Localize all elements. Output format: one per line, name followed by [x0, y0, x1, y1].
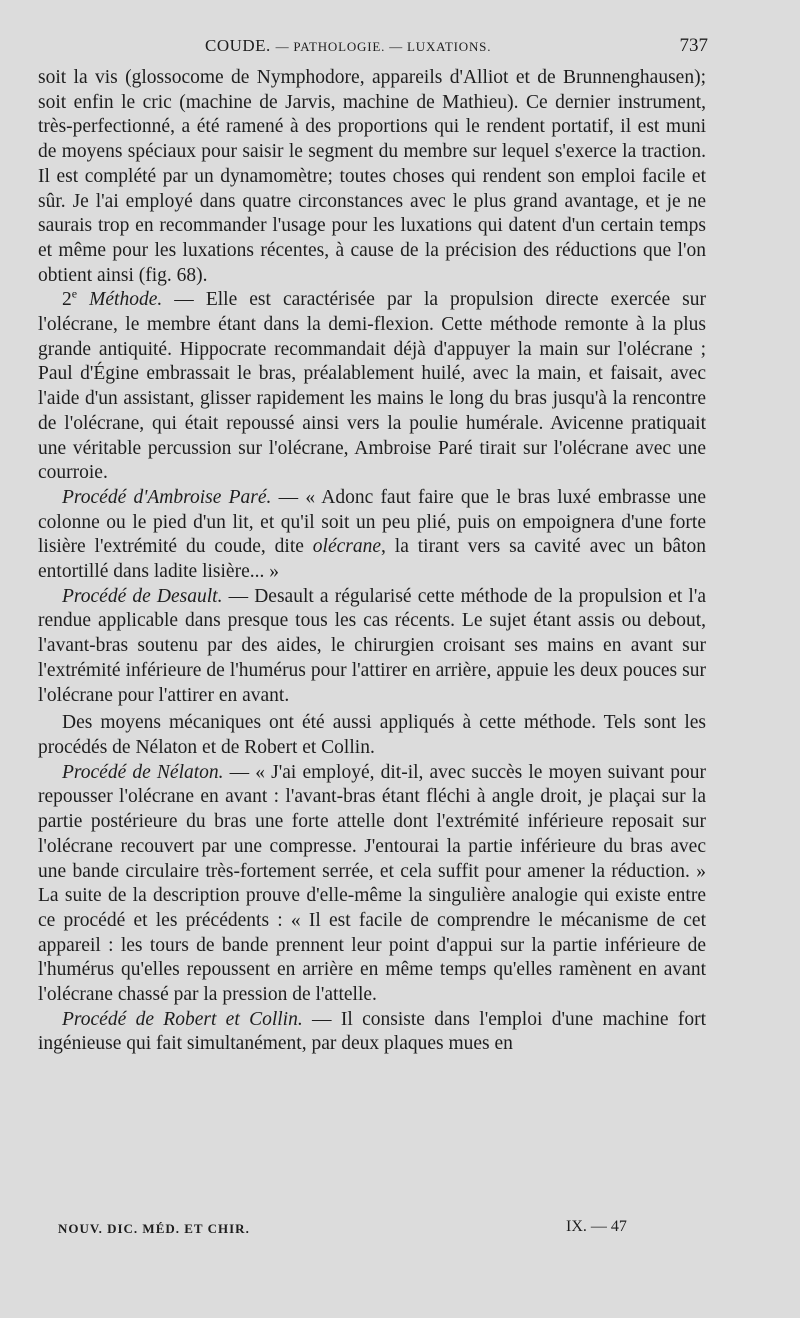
text-run — [77, 289, 89, 310]
italic-run: olécrane — [312, 536, 382, 558]
text-run: , la tirant vers sa cavité avec un bâton entortillé dans ladite lisière... » — [38, 536, 706, 583]
running-title-rest: — PATHOLOGIE. — LUXATIONS. — [275, 39, 492, 54]
text-run: Des moyens mécaniques ont été aussi appliqués à cette méthode. Tels sont les procédés de Nélaton et de Robert et Collin. — [38, 712, 706, 758]
text-run: — Desault a régularisé cette méthode de la propulsion et l'a rendue applicable dans presque tous les cas récents. Le sujet étant assis ou debout, l'avant-bras soutenu par des aides, le chirurgien croisant ses mains en avant sur l'extrémité inférieure de l'humérus pour l'attirer en arrière, appuie les deux pouces sur l'olécrane pour l'attirer en avant. — [38, 585, 706, 706]
footer-signature: IX. — 47 — [566, 1218, 627, 1235]
page-footer — [58, 1218, 678, 1240]
text-run: — « J'ai employé, dit-il, avec succès le moyen suivant pour repousser l'olécrane en avant : l'avant-bras étant fléchi à angle droit, je plaçai sur la partie postérieure du bras une forte attelle dont l'extrémité inférieure reposait sur l'olécrane recouvert par une compresse. J'entourai la partie inférieure du bras avec une bande circulaire très-fortement serrée, et cela suffit pour amener la réduction. » La suite de la description prouve d'elle-même la singulière analogie qui existe entre ce procédé et les précédents : « Il est facile de comprendre le mécanisme de cet appareil : les tours de bande prennent leur point d'appui sur la partie inférieure de l'humérus qu'elles repoussent en arrière en même temps qu'elles ramènent en avant l'olécrane chassé par la pression de l'attelle. — [38, 761, 706, 1006]
text-run: 2 — [62, 289, 72, 311]
italic-run: Procédé de Robert et Collin. — [62, 1008, 303, 1030]
text-run: — « Adonc faut faire que le bras luxé embrasse une colonne ou le pied d'un lit, et qu'il soit un peu plié, puis on empoignera d'une forte lisière l'extrémité du coude, dite — [38, 486, 706, 558]
paragraph — [38, 66, 706, 288]
paragraph — [38, 585, 706, 709]
body-text — [38, 66, 706, 1057]
running-title-main: COUDE. — [205, 36, 271, 55]
text-run: — Elle est caractérisée par la propulsion directe exercée sur l'olécrane, le membre étant dans la demi-flexion. Cette méthode remonte à la plus grande antiquité. Hippocrate recommandait déjà d'appuyer la main sur l'olécrane ; Paul d'Égine embrassait le bras, préalablement huilé, avec la main, et faisait, avec l'aide d'un assistant, glisser rapidement les mains le long du bras jusqu'à la rencontre de l'olécrane, qui était repoussé ainsi vers la poulie humérale. Avicenne pratiquait une véritable percussion sur l'olécrane, Ambroise Paré tirait sur l'olécrane avec une courroie. — [38, 289, 706, 484]
italic-run: Procédé d'Ambroise Paré. — [62, 486, 272, 508]
text-run: — Il consiste dans l'emploi d'une machine fort ingénieuse qui fait simultanément, par deux plaques mues en — [38, 1008, 706, 1055]
paragraph — [38, 288, 706, 486]
footer-publication: NOUV. DIC. MÉD. ET CHIR. — [58, 1221, 250, 1236]
text-run: soit la vis (glossocome de Nymphodore, appareils d'Alliot et de Brunnenghausen); soit enfin le cric (machine de Jarvis, machine de Mathieu). Ce dernier instrument, très-perfectionné, a été ramené à des proportions qui le rendent portatif, il est muni de moyens spéciaux pour saisir le segment du membre sur lequel s'exerce la traction. Il est complété par un dynamomètre; toutes choses qui rendent son emploi facile et sûr. Je l'ai employé dans quatre circonstances avec le plus grand avantage, et je ne saurais trop en recommander l'usage pour les luxations qui datent d'un certain temps et même pour les luxations récentes, à cause de la précision des réductions que l'on obtient ainsi (fig. 68). — [38, 67, 706, 286]
italic-run: Procédé de Nélaton. — [62, 761, 224, 783]
running-title — [205, 36, 491, 56]
paragraph — [38, 761, 706, 1008]
italic-run: Méthode. — [89, 289, 163, 311]
italic-run: Procédé de Desault. — [62, 585, 223, 607]
paragraph — [38, 711, 706, 760]
superscript: e — [71, 286, 78, 301]
page-number: 737 — [679, 35, 708, 56]
running-header — [0, 36, 800, 60]
paragraph — [38, 486, 706, 585]
paragraph — [38, 1008, 706, 1057]
